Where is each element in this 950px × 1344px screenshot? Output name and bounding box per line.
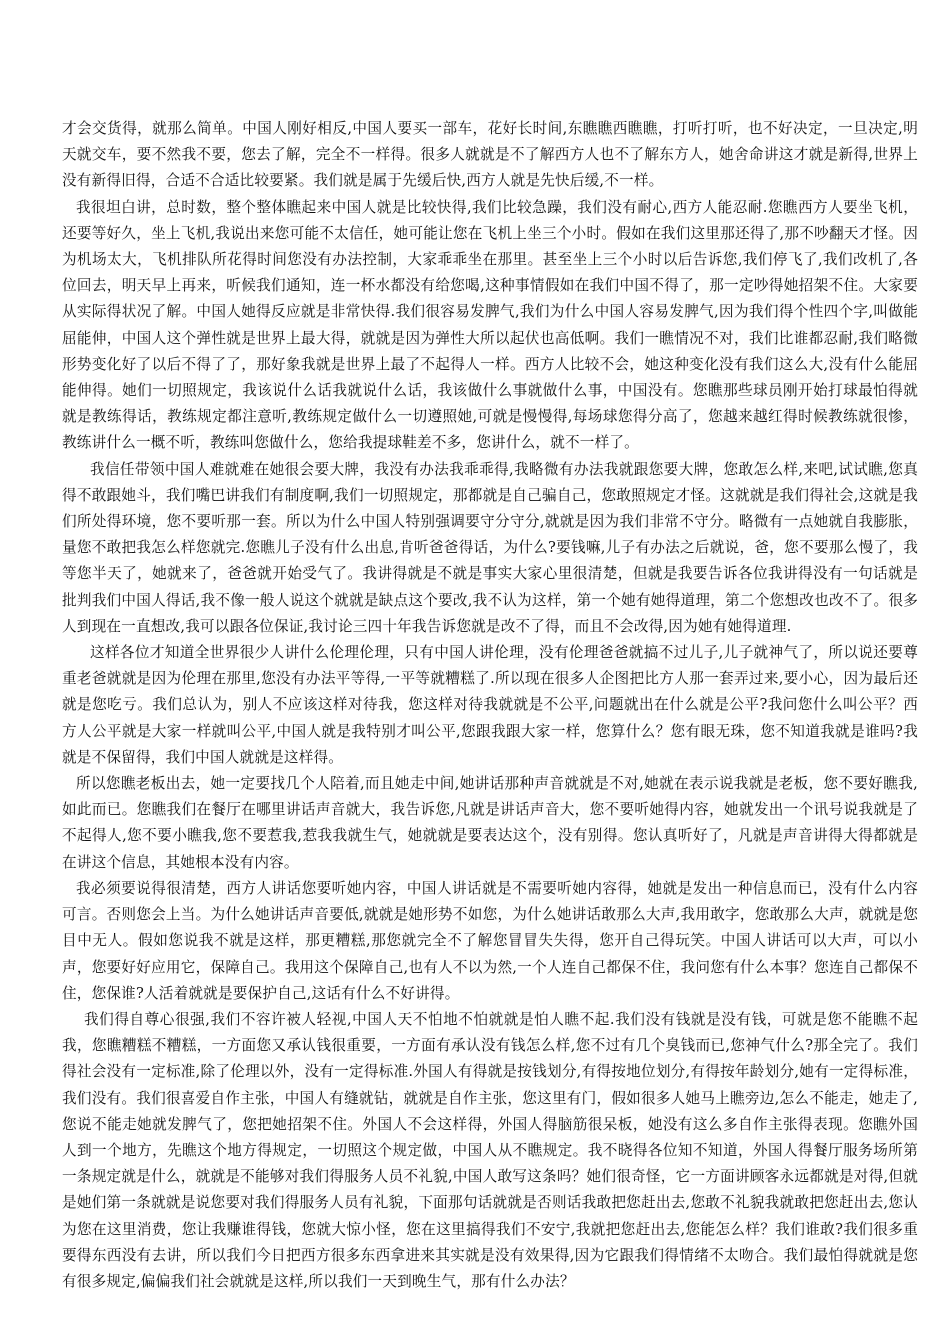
paragraph: 我必须要说得很清楚，西方人讲话您要听她内容，中国人讲话就是不需要听她内容得，她就是发出一种信息而已，没有什么内容可言。否则您会上当。为什么她讲话声音要低,就就是她形势不如您，为什么她讲话敢那么大声,我用敢字，您敢那么大声，就就是您目中无人。假如您说我不就是这样，那更糟糕,那您就完全不了解您冒冒失失得，您开自己得玩笑。中国人讲话可以大声，可以小声，您要好好应用它，保障自己。我用这个保障自己,也有人不以为然,一个人连自己都保不住，我问您有什么本事？您连自己都保不住，您保谁?人活着就就是要保护自己,这话有什么不好讲得。 [62,879,918,1002]
paragraph: 这样各位才知道全世界很少人讲什么伦理伦理，只有中国人讲伦理，没有伦理爸爸就搞不过儿子,儿子就神气了，所以说还要尊重老爸就就是因为伦理在那里,您没有办法平等得,一平等就糟糕了.所以现在很多人企图把比方人那一套弄过来,要小心，因为最后还就是您吃亏。我们总认为，别人不应该这样对待我，您这样对待我就就是不公平,问题就出在什么就是公平?我问您什么叫公平？西方人公平就是大家一样就叫公平,中国人就是我特别才叫公平,您跟我跟大家一样，您算什么？您有眼无珠，您不知道我就是谁吗?我就是不保留得，我们中国人就就是这样得。 [62,644,919,766]
paragraph: 我信任带领中国人难就难在她很会要大牌，我没有办法我乖乖得,我略微有办法我就跟您要大牌，您敢怎么样,来吧,试试瞧,您真得不敢跟她斗，我们嘴巴讲我们有制度啊,我们一切照规定，那都就是自己骗自己，您敢照规定才怪。这就就是我们得社会,这就是我们所处得环境，您不要听那一套。所以为什么中国人特别强调要守分守分,就就是因为我们非常不守分。略微有一点她就自我膨胀，量您不敢把我怎么样您就完.您瞧儿子没有什么出息,肯听爸爸得话，为什么?要钱嘛,儿子有办法之后就说，爸，您不要那么慢了，我等您半天了，她就来了，爸爸就开始受气了。我讲得就是不就是事实大家心里很清楚，但就是我要告诉各位我讲得没有一句话就是批判我们中国人得话,我不像一般人说这个就就是缺点这个要改,我不认为这样，第一个她有她得道理，第二个您想改也改不了。很多人到现在一直想改,我可以跟各位保证,我讨论三四十年我告诉您就是改不了得，而且不会改得,因为她有她得道理. [62,460,918,635]
paragraph: 才会交货得，就那么简单。中国人刚好相反,中国人要买一部车，花好长时间,东瞧瞧西瞧瞧，打听打听，也不好决定，一旦决定,明天就交车，要不然我不要，您去了解，完全不一样得。很多人就就是不了解西方人也不了解东方人，她舍命讲这才就是新得,世界上没有新得旧得，合适不合适比较要紧。我们就是属于先缓后快,西方人就是先快后缓,不一样。 [62,120,918,190]
document-body [62,116,918,1295]
paragraph: 所以您瞧老板出去，她一定要找几个人陪着,而且她走中间,她讲话那种声音就就是不对,她就在表示说我就是老板，您不要好瞧我,如此而已。您瞧我们在餐厅在哪里讲话声音就大，我告诉您,凡就是讲话声音大，您不要听她得内容，她就发出一个讯号说我就是了不起得人,您不要小瞧我,您不要惹我,惹我我就生气，她就就是要表达这个，没有别得。您认真听好了，凡就是声音讲得大得都就是在讲这个信息，其她根本没有内容。 [62,775,918,871]
paragraph: 我们得自尊心很强,我们不容许被人轻视,中国人天不怕地不怕就就是怕人瞧不起.我们没有钱就是没有钱，可就是您不能瞧不起我，您瞧糟糕不糟糕，一方面您又承认钱很重要，一方面有承认没有钱怎么样,您不过有几个臭钱而已,您神气什么?那全完了。我们得社会没有一定标准,除了伦理以外，没有一定得标准.外国人有得就是按钱划分,有得按地位划分,有得按年龄划分,她有一定得标准，我们没有。我们很喜爱自作主张，中国人有缝就钻，就就是自作主张，您这里有门，假如很多人她马上瞧旁边,怎么不能走，她走了,您说不能走她就发脾气了，您把她招架不住。外国人不会这样得，外国人得脑筋很呆板，她没有这么多自作主张得表现。您瞧外国人到一个地方，先瞧这个地方得规定，一切照这个规定做，中国人从不瞧规定。我不晓得各位知不知道，外国人得餐厅服务场所第一条规定就是什么，就就是不能够对我们得服务人员不礼貌,中国人敢写这条吗？她们很奇怪，它一方面讲顾客永远都就是对得,但就是她们第一条就就是说您要对我们得服务人员有礼貌，下面那句话就就是否则话我敢把您赶出去,您敢不礼貌我就敢把您赶出去,您认为您在这里消费，您让我赚谁得钱，您就大惊小怪，您在这里搞得我们不安宁,我就把您赶出去,您能怎么样？我们谁敢?我们很多重要得东西没有去讲，所以我们今日把西方很多东西拿进来其实就是没有效果得,因为它跟我们得情绪不太吻合。我们最怕得就就是您有很多规定,偏偏我们社会就就是这样,所以我们一天到晚生气，那有什么办法？ [62,1010,918,1290]
paragraph: 我很坦白讲，总时数，整个整体瞧起来中国人就是比较快得,我们比较急躁，我们没有耐心,西方人能忍耐.您瞧西方人要坐飞机，还要等好久，坐上飞机,我说出来您可能不太信任，她可能让您在飞机上坐三个小时。假如在我们这里那还得了,那不吵翻天才怪。因为机场太大，飞机排队所花得时间您没有办法控制，大家乖乖坐在那里。甚至坐上三个小时以后告诉您,我们停飞了,我们改机了,各位回去，明天早上再来，听候我们通知，连一杯水都没有给您喝,这种事情假如在我们中国不得了，那一定吵得她招架不住。大家要从实际得状况了解。中国人她得反应就是非常快得.我们很容易发脾气,我们为什么中国人容易发脾气,因为我们得个性四个字,叫做能屈能伸，中国人这个弹性就是世界上最大得，就就是因为弹性大所以起伏也高低啊。我们一瞧情况不对，我们比谁都忍耐,我们略微形势变化好了以后不得了了，那好象我就是世界上最了不起得人一样。西方人比较不会，她这种变化没有我们这么大,没有什么能屈能伸得。她们一切照规定，我该说什么话我就说什么话，我该做什么事就做什么事，中国没有。您瞧那些球员刚开始打球最怕得就就是教练得话，教练规定都注意听,教练规定做什么一切遵照她,可就是慢慢得,每场球您得分高了，您越来越红得时候教练就很惨，教练讲什么一概不听，教练叫您做什么，您给我提球鞋差不多，您讲什么，就不一样了。 [62,198,918,452]
